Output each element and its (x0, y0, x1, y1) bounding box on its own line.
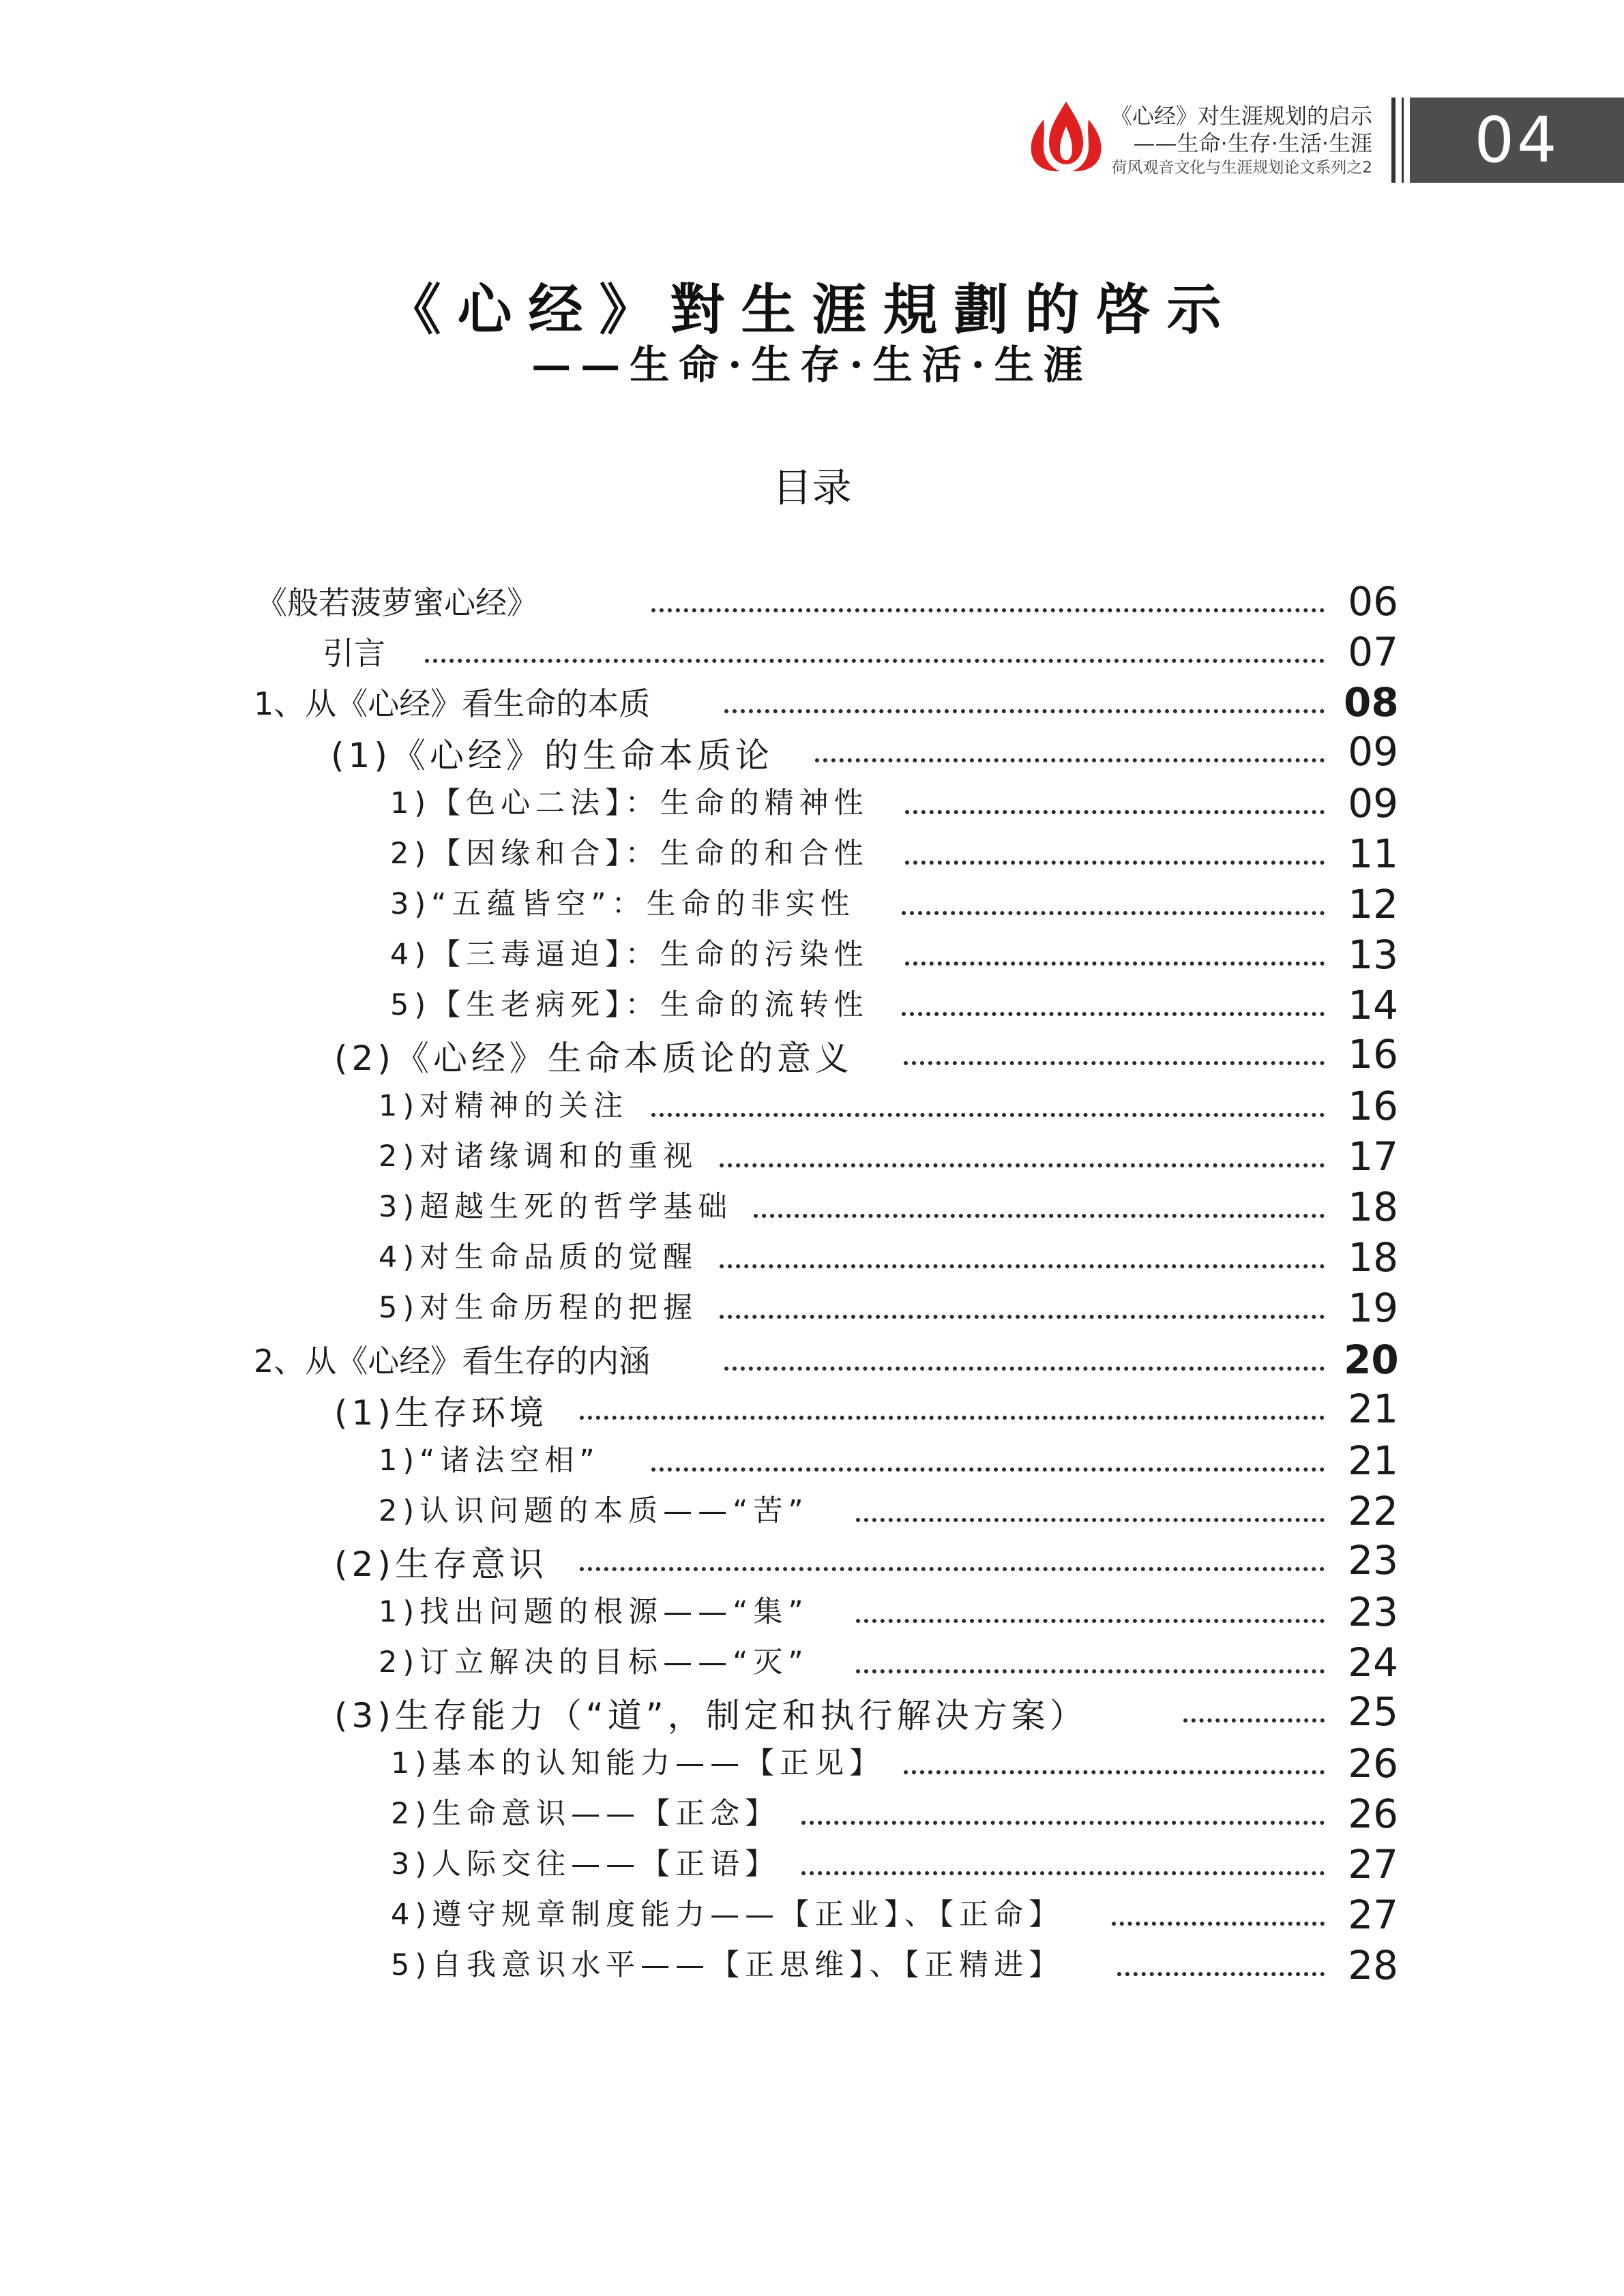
toc-leader-dots (902, 1012, 1325, 1016)
toc-entry-page: 08 (1344, 679, 1399, 726)
toc-entry-page: 06 (1348, 578, 1398, 625)
toc-entry-page: 20 (1344, 1337, 1399, 1383)
toc-entry-label: 4)【三毒逼迫】：生命的污染性 (390, 938, 869, 972)
toc-entry-label: 2)订立解决的目标——“灭” (379, 1645, 809, 1680)
toc-heading: 目录 (772, 464, 852, 511)
toc-entry-page: 26 (1348, 1740, 1398, 1787)
toc-entry-label: 2)认识问题的本质——“苦” (379, 1494, 809, 1528)
toc-entry-label: 1)对精神的关注 (379, 1089, 629, 1123)
toc-leader-dots (754, 1214, 1325, 1218)
toc-entry-label: (2)生存意识 (334, 1545, 548, 1584)
toc-entry-page: 11 (1348, 831, 1398, 877)
toc-entry[interactable] (390, 982, 1398, 1032)
toc-leader-dots (904, 1061, 1325, 1065)
toc-entry[interactable] (334, 1537, 1398, 1587)
toc-entry-label: (1)《心经》的生命本质论 (331, 736, 773, 775)
toc-entry[interactable] (391, 1841, 1398, 1892)
toc-leader-dots (1112, 1922, 1325, 1926)
page-number-badge: 04 (1410, 98, 1624, 183)
toc-entry-page: 21 (1348, 1386, 1398, 1432)
toc-leader-dots (815, 758, 1325, 762)
toc-entry[interactable] (334, 1688, 1398, 1739)
toc-leader-dots (1117, 1972, 1325, 1976)
toc-leader-dots (580, 1416, 1325, 1420)
toc-entry[interactable] (390, 780, 1398, 831)
toc-entry-label: 4)对生命品质的觉醒 (379, 1240, 698, 1274)
toc-leader-dots (580, 1567, 1325, 1571)
toc-entry-page: 27 (1348, 1841, 1398, 1888)
toc-entry-page: 17 (1348, 1133, 1398, 1180)
toc-entry-label: (3)生存能力（“道”，制定和执行解决方案） (334, 1696, 1088, 1735)
toc-entry-label: 引言 (323, 635, 385, 672)
toc-leader-dots (801, 1871, 1325, 1875)
toc-entry-label: 1、从《心经》看生命的本质 (254, 685, 651, 722)
toc-leader-dots (856, 1619, 1325, 1623)
toc-entry[interactable] (323, 629, 1398, 679)
toc-entry[interactable] (256, 578, 1398, 629)
toc-entry-page: 27 (1348, 1892, 1398, 1938)
toc-entry-label: 1)【色心二法】：生命的精神性 (390, 786, 869, 820)
toc-leader-dots (651, 608, 1325, 612)
header-subtitle: ——生命·生存·生活·生涯 (1133, 130, 1372, 156)
toc-chapter-entry[interactable] (254, 1337, 1398, 1387)
toc-entry-label: 2、从《心经》看生存的内涵 (254, 1343, 651, 1380)
toc-entry[interactable] (379, 1639, 1398, 1690)
toc-entry[interactable] (391, 1892, 1398, 1942)
toc-leader-dots (856, 1669, 1325, 1673)
toc-entry-label: 2)【因缘和合】：生命的和合性 (390, 837, 869, 871)
toc-entry[interactable] (379, 1184, 1398, 1234)
toc-entry[interactable] (334, 1031, 1398, 1082)
toc-entry[interactable] (379, 1589, 1398, 1639)
toc-entry[interactable] (334, 1386, 1398, 1436)
toc-leader-dots (905, 810, 1325, 814)
toc-entry[interactable] (391, 1791, 1398, 1841)
toc-entry[interactable] (379, 1083, 1398, 1133)
toc-entry[interactable] (379, 1285, 1398, 1335)
toc-entry-page: 16 (1348, 1083, 1398, 1129)
toc-entry-page: 21 (1348, 1437, 1398, 1484)
toc-entry-label: 5)【生老病死】：生命的流转性 (390, 988, 869, 1022)
toc-entry-page: 23 (1348, 1589, 1398, 1635)
toc-entry-label: 3)人际交往——【正语】 (391, 1847, 780, 1881)
toc-entry[interactable] (379, 1488, 1398, 1538)
toc-entry-page: 07 (1348, 629, 1398, 675)
toc-leader-dots (905, 861, 1325, 865)
toc-entry-label: 3)超越生死的哲学基础 (379, 1190, 733, 1224)
toc-leader-dots (724, 1367, 1325, 1371)
toc-entry[interactable] (390, 831, 1398, 881)
toc-entry-label: 《般若菠萝蜜心经》 (256, 584, 538, 621)
toc-leader-dots (720, 1163, 1325, 1167)
toc-entry[interactable] (391, 1942, 1398, 1993)
toc-leader-dots (902, 911, 1325, 915)
toc-leader-dots (720, 1315, 1325, 1319)
toc-entry[interactable] (331, 728, 1398, 779)
toc-entry[interactable] (391, 1740, 1398, 1791)
toc-entry-page: 13 (1348, 931, 1398, 978)
header-divider-thin (1402, 98, 1404, 183)
toc-entry-page: 28 (1348, 1942, 1398, 1988)
toc-entry-page: 24 (1348, 1639, 1398, 1686)
toc-entry-page: 14 (1348, 982, 1398, 1028)
toc-leader-dots (724, 709, 1325, 713)
page-title: 《心经》對生涯規劃的啓示 (386, 278, 1238, 342)
toc-entry-label: 4)遵守规章制度能力——【正业】、【正命】 (391, 1898, 1064, 1932)
toc-entry[interactable] (390, 931, 1398, 982)
toc-leader-dots (905, 961, 1325, 966)
toc-entry[interactable] (390, 881, 1398, 931)
toc-entry[interactable] (379, 1234, 1398, 1285)
header-title: 《心经》对生涯规划的启示 (1110, 103, 1372, 129)
header-series: 荷风观音文化与生涯规划论文系列之2 (1111, 159, 1372, 177)
toc-entry-page: 18 (1348, 1234, 1398, 1281)
toc-chapter-entry[interactable] (254, 679, 1398, 730)
page-subtitle: ——生命·生存·生活·生涯 (531, 342, 1093, 388)
toc-leader-dots (425, 659, 1325, 663)
toc-entry-label: 5)对生命历程的把握 (379, 1291, 698, 1325)
toc-entry[interactable] (379, 1437, 1398, 1488)
toc-entry-label: 1)基本的认知能力——【正见】 (391, 1746, 885, 1780)
toc-entry-page: 26 (1348, 1791, 1398, 1837)
toc-leader-dots (651, 1113, 1325, 1117)
toc-entry-page: 16 (1348, 1031, 1398, 1077)
toc-entry-page: 19 (1348, 1285, 1398, 1331)
toc-entry-page: 12 (1348, 881, 1398, 927)
header-series-text (1105, 102, 1372, 179)
toc-entry-label: 5)自我意识水平——【正思维】、【正精进】 (391, 1948, 1064, 1982)
toc-entry-page: 09 (1348, 728, 1398, 775)
toc-leader-dots (904, 1770, 1325, 1774)
toc-entry-label: 1)“诸法空相” (379, 1444, 600, 1478)
toc-entry-label: (2)《心经》生命本质论的意义 (334, 1039, 853, 1078)
toc-entry-label: (1)生存环境 (334, 1393, 548, 1433)
toc-entry-label: 1)找出问题的根源——“集” (379, 1595, 809, 1629)
toc-entry-label: 2)对诸缘调和的重视 (379, 1139, 698, 1174)
header-divider (1391, 98, 1396, 183)
toc-entry-page: 25 (1348, 1688, 1398, 1735)
toc-entry[interactable] (379, 1133, 1398, 1184)
toc-leader-dots (856, 1518, 1325, 1522)
toc-entry-page: 22 (1348, 1488, 1398, 1534)
toc-leader-dots (1183, 1718, 1325, 1723)
toc-leader-dots (651, 1467, 1325, 1472)
lotus-flame-logo-icon (1029, 99, 1104, 175)
toc-entry-page: 23 (1348, 1537, 1398, 1583)
toc-entry-label: 3)“五蕴皆空”：生命的非实性 (390, 887, 855, 921)
toc-entry-page: 09 (1348, 780, 1398, 826)
toc-leader-dots (801, 1821, 1325, 1825)
toc-leader-dots (720, 1264, 1325, 1268)
toc-entry-label: 2)生命意识——【正念】 (391, 1797, 780, 1831)
toc-entry-page: 18 (1348, 1184, 1398, 1230)
